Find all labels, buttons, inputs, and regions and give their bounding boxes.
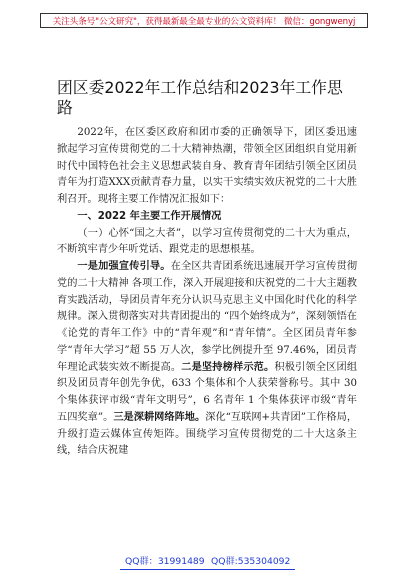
sub3-label: 三是深耕网络阵地。 <box>113 411 206 423</box>
section-heading: 一、2022 年主要工作开展情况 <box>77 210 222 222</box>
intro-paragraph: 2022年，在区委区政府和团市委的正确领导下，团区委迅速掀起学习宣传贯彻党的二十大精神热潮，带领全区团组织自觉用新时代中国特色社会主义思想武装自身、教育青年团结引领全区团员青年为打造XXX贡献青春力量，以实干实绩实效庆祝党的二十大胜利召开。现将主要工作情况汇报如下： <box>57 127 357 205</box>
item-paragraph: （一）心怀“国之大者”，以学习宣传贯彻党的二十大为重点，不断筑牢青少年听党话、跟党走的思想根基。 <box>57 227 357 256</box>
sub1-text: 在全区共青团系统迅速展开学习宣传贯彻党的二十大精神 各项工作，深入开展迎接和庆祝党的二十大主题教育实践活动，导团员青年充分认识马克思主义中国化时代化的科学规律。深入贯彻落实对共青团提出的 “四个始终成为”，深刻领悟在《论党的青年工作》中的“青年观”和“青年情”。全区团员青年参学“青年大学习”超 55 万人次，参学比例提升至 97.46%，团员青年理论武装实效不断提高。 <box>57 261 358 373</box>
work-paragraph <box>57 259 357 460</box>
document-title: 团区委2022年工作总结和2023年工作思路 <box>57 78 343 117</box>
document-body <box>57 125 357 460</box>
sub1-label: 一是加强宣传引导。 <box>77 261 171 272</box>
footer-qq-group-2[interactable]: QQ群:535304092 <box>211 556 291 567</box>
footer <box>0 553 408 569</box>
banner-text: 关注头条号"公文研究"，获得最新最全最专业的公文资料库！ 微信：gongwenyj <box>52 16 356 27</box>
sub3-text: 深化“互联网+共青团”工作格局，升级打造云媒体宣传矩阵。围绕学习宣传贯彻党的二十大这条主线，结合庆祝建 <box>57 411 358 457</box>
sub2-text: 积极引领全区团组织及团员青年创先争优，633 个集体和个人获荣誉称号。其中 30 个集体获评市级“青年文明号”，6 名青年 1 个集体获评市级“青年五四奖章”。 <box>57 361 358 423</box>
footer-underline <box>120 569 295 570</box>
sub2-label: 二是坚持榜样示范。 <box>181 361 275 373</box>
footer-qq-group-1[interactable]: QQ群：31991489 <box>125 556 205 567</box>
top-banner <box>40 13 368 28</box>
